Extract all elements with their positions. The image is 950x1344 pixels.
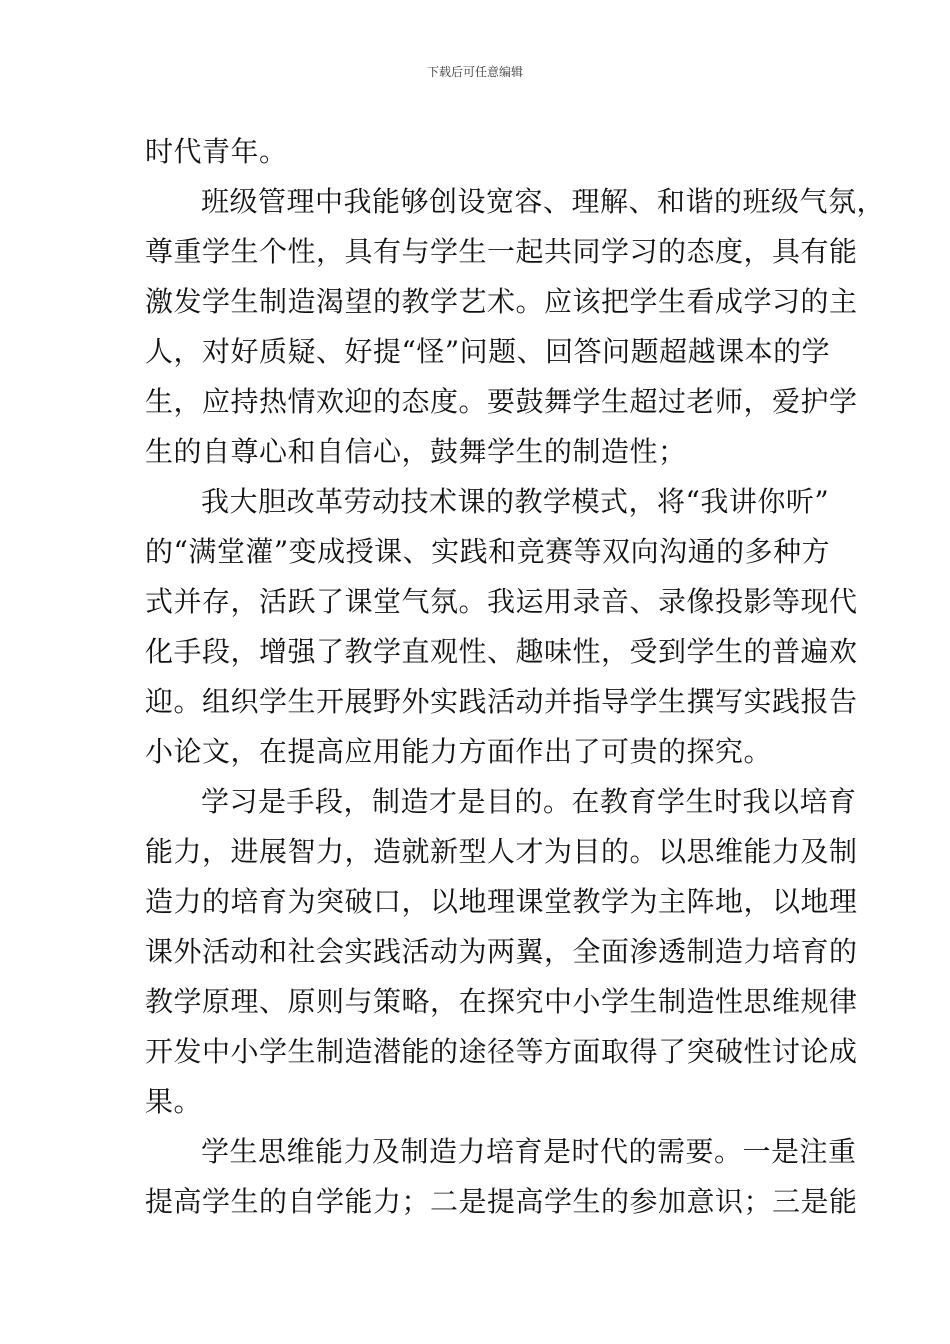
text-line: 开发中小学生制造潜能的途径等方面取得了突破性讨论成 [145, 1035, 858, 1068]
text-line: 果。 [145, 1085, 203, 1118]
text-line: 我大胆改革劳动技术课的教学模式，将“我讲你听” [201, 485, 830, 518]
text-line: 班级管理中我能够创设宽容、理解、和谐的班级气氛， [201, 185, 886, 218]
text-line: 激发学生制造渴望的教学艺术。应该把学生看成学习的主 [145, 285, 858, 318]
text-line: 能力，进展智力，造就新型人才为目的。以思维能力及制 [145, 835, 858, 868]
text-line: 迎。组织学生开展野外实践活动并指导学生撰写实践报告 [145, 685, 858, 718]
text-line: 的“满堂灌”变成授课、实践和竞赛等双向沟通的多种方 [145, 535, 831, 568]
text-line: 生的自尊心和自信心，鼓舞学生的制造性； [145, 435, 687, 468]
body-text [145, 127, 886, 1227]
text-line: 课外活动和社会实践活动为两翼，全面渗透制造力培育的 [145, 935, 858, 968]
text-line: 式并存，活跃了课堂气氛。我运用录音、录像投影等现代 [145, 585, 858, 618]
text-line: 人，对好质疑、好提“怪”问题、回答问题超越课本的学 [145, 335, 831, 368]
text-line: 小论文，在提高应用能力方面作出了可贵的探究。 [145, 735, 773, 768]
text-line: 尊重学生个性，具有与学生一起共同学习的态度，具有能 [145, 235, 858, 268]
text-line: 学生思维能力及制造力培育是时代的需要。一是注重 [201, 1135, 857, 1168]
text-line: 学习是手段，制造才是目的。在教育学生时我以培育 [201, 785, 857, 818]
text-line: 教学原理、原则与策略，在探究中小学生制造性思维规律 [145, 985, 858, 1018]
text-line: 时代青年。 [145, 135, 288, 168]
page-header: 下载后可任意编辑 [426, 65, 523, 79]
text-line: 提高学生的自学能力；二是提高学生的参加意识；三是能 [145, 1185, 858, 1218]
text-line: 化手段，增强了教学直观性、趣味性，受到学生的普遍欢 [145, 635, 858, 668]
text-line: 生，应持热情欢迎的态度。要鼓舞学生超过老师，爱护学 [145, 385, 858, 418]
text-line: 造力的培育为突破口，以地理课堂教学为主阵地，以地理 [145, 885, 858, 918]
